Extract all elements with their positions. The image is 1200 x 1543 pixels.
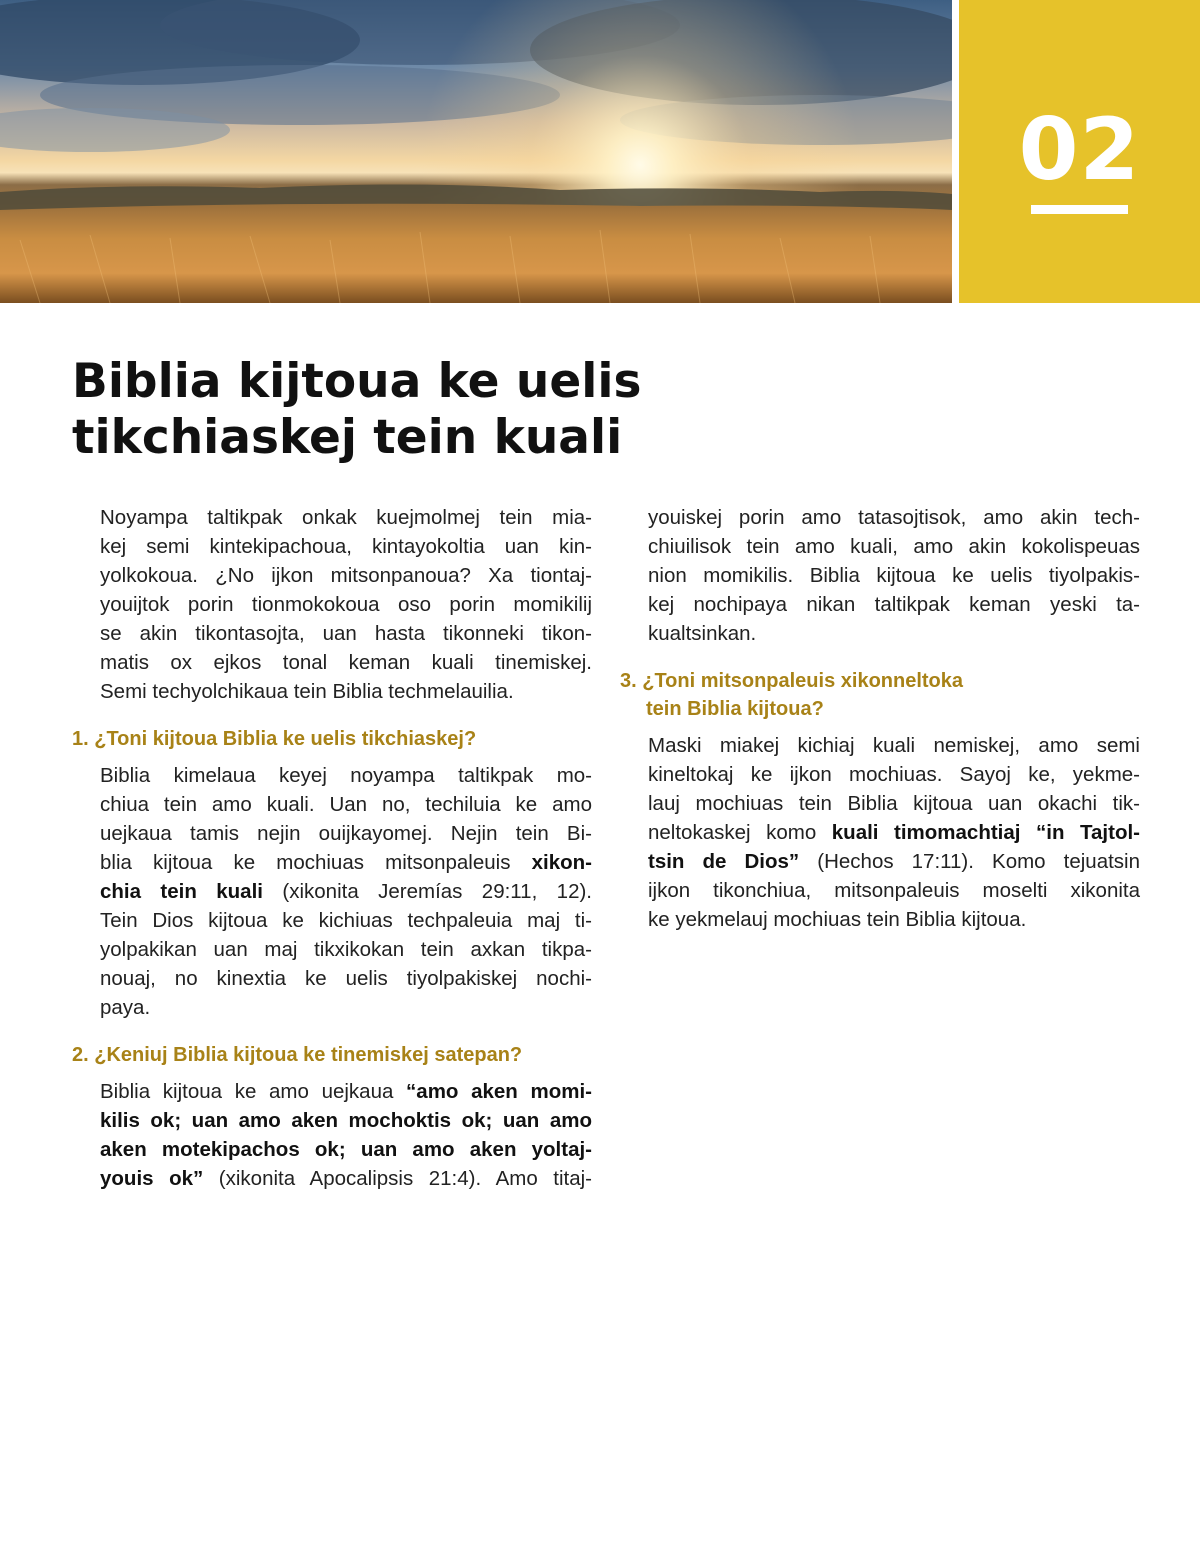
answer-line: Maski miakej kichiaj kuali nemiskej, amo semi bbox=[648, 734, 1140, 757]
intro-line: youijtok porin tionmokokoua oso porin momikilij bbox=[100, 593, 592, 616]
answer-bold-text: chia tein kuali bbox=[100, 880, 263, 903]
right-column bbox=[620, 503, 1140, 934]
intro-line: yolkokoua. ¿No ijkon mitsonpanoua? Xa tiontaj- bbox=[100, 564, 592, 587]
answer-line: ijkon tikonchiua, mitsonpaleuis moselti xikonita bbox=[648, 879, 1140, 902]
chapter-underline bbox=[1031, 205, 1128, 214]
answer-text: (xikonita Apocalipsis 21:4). Amo titaj- bbox=[203, 1167, 592, 1190]
left-column bbox=[72, 503, 592, 1193]
answer-2-paragraph bbox=[72, 1077, 592, 1193]
answer-line: chiuilisok tein amo kuali, amo akin kokolispeuas bbox=[648, 535, 1140, 558]
chapter-number: 02 bbox=[1018, 100, 1141, 200]
answer-line: kualtsinkan. bbox=[648, 622, 757, 645]
answer-line: kej nochipaya nikan taltikpak keman yeski ta- bbox=[648, 593, 1140, 616]
answer-line bbox=[100, 1164, 592, 1193]
answer-line: uejkaua tamis nejin ouijkayomej. Nejin tein Bi- bbox=[100, 822, 592, 845]
answer-bold-text: kuali timomachtiaj “in Tajtol- bbox=[831, 821, 1140, 844]
answer-line bbox=[648, 847, 1140, 876]
intro-paragraph bbox=[72, 503, 592, 706]
intro-line: Noyampa taltikpak onkak kuejmolmej tein mia- bbox=[100, 506, 592, 529]
intro-line: matis ox ejkos tonal keman kuali tinemiskej. bbox=[100, 651, 592, 674]
answer-bold-text: tsin de Dios” bbox=[648, 850, 800, 873]
answer-line: youiskej porin amo tatasojtisok, amo akin tech- bbox=[648, 506, 1140, 529]
question-3-text: 3. ¿Toni mitsonpaleuis xikonneltoka bbox=[620, 670, 964, 692]
answer-line: Tein Dios kijtoua ke kichiuas techpaleuia maj ti- bbox=[100, 909, 592, 932]
answer-line bbox=[100, 848, 592, 877]
answer-text: blia kijtoua ke mochiuas mitsonpaleuis bbox=[100, 851, 532, 874]
answer-line: yolpakikan uan maj tikxikokan tein axkan tikpa- bbox=[100, 938, 592, 961]
chapter-badge bbox=[959, 0, 1200, 303]
question-1-heading bbox=[72, 725, 592, 753]
answer-bold-text: “amo aken momi- bbox=[406, 1080, 592, 1103]
answer-line: nouaj, no kinextia ke uelis tiyolpakiskej nochi- bbox=[100, 967, 592, 990]
answer-line bbox=[100, 1077, 592, 1106]
intro-line: Semi techyolchikaua tein Biblia techmelauilia. bbox=[100, 680, 514, 703]
answer-bold-text: youis ok” bbox=[100, 1167, 204, 1190]
answer-line: chiua tein amo kuali. Uan no, techiluia ke amo bbox=[100, 793, 592, 816]
answer-bold-text: aken motekipachos ok; uan amo aken yoltaj- bbox=[100, 1138, 592, 1161]
answer-bold-text: kilis ok; uan amo aken mochoktis ok; uan amo bbox=[100, 1109, 592, 1132]
wheat-field-sunset-image bbox=[0, 0, 952, 303]
answer-text: neltokaskej komo bbox=[648, 821, 832, 844]
answer-line bbox=[100, 877, 592, 906]
answer-2-continued bbox=[620, 503, 1140, 648]
answer-1-paragraph bbox=[72, 761, 592, 1022]
answer-text: Biblia kijtoua ke amo uejkaua bbox=[100, 1080, 407, 1103]
page-title-line-2: tikchiaskej tein kuali bbox=[72, 410, 623, 465]
intro-line: se akin tikontasojta, uan hasta tikonneki tikon- bbox=[100, 622, 592, 645]
answer-line bbox=[100, 1106, 592, 1135]
intro-line: kej semi kintekipachoua, kintayokoltia uan kin- bbox=[100, 535, 592, 558]
question-3-heading bbox=[620, 667, 1140, 723]
answer-line: Biblia kimelaua keyej noyampa taltikpak mo- bbox=[100, 764, 592, 787]
question-2-text: 2. ¿Keniuj Biblia kijtoua ke tinemiskej satepan? bbox=[72, 1044, 523, 1066]
answer-line: paya. bbox=[100, 996, 151, 1019]
question-1-text: 1. ¿Toni kijtoua Biblia ke uelis tikchiaskej? bbox=[72, 728, 477, 750]
answer-line: nion momikilis. Biblia kijtoua ke uelis tiyolpakis- bbox=[648, 564, 1140, 587]
answer-text: (xikonita Jeremías 29:11, 12). bbox=[262, 880, 593, 903]
answer-3-paragraph bbox=[620, 731, 1140, 934]
answer-line: kineltokaj ke ijkon mochiuas. Sayoj ke, yekme- bbox=[648, 763, 1140, 786]
answer-line bbox=[100, 1135, 592, 1164]
question-3-text: tein Biblia kijtoua? bbox=[646, 698, 824, 720]
answer-bold-text: xikon- bbox=[531, 851, 592, 874]
page-title-line-1: Biblia kijtoua ke uelis bbox=[72, 354, 642, 409]
answer-line: lauj mochiuas tein Biblia kijtoua uan okachi tik- bbox=[648, 792, 1140, 815]
question-2-heading bbox=[72, 1041, 592, 1069]
answer-line: ke yekmelauj mochiuas tein Biblia kijtoua. bbox=[648, 908, 1027, 931]
hero-photo bbox=[0, 0, 952, 303]
page-title bbox=[72, 354, 692, 466]
answer-text: (Hechos 17:11). Komo tejuatsin bbox=[799, 850, 1141, 873]
answer-line bbox=[648, 818, 1140, 847]
